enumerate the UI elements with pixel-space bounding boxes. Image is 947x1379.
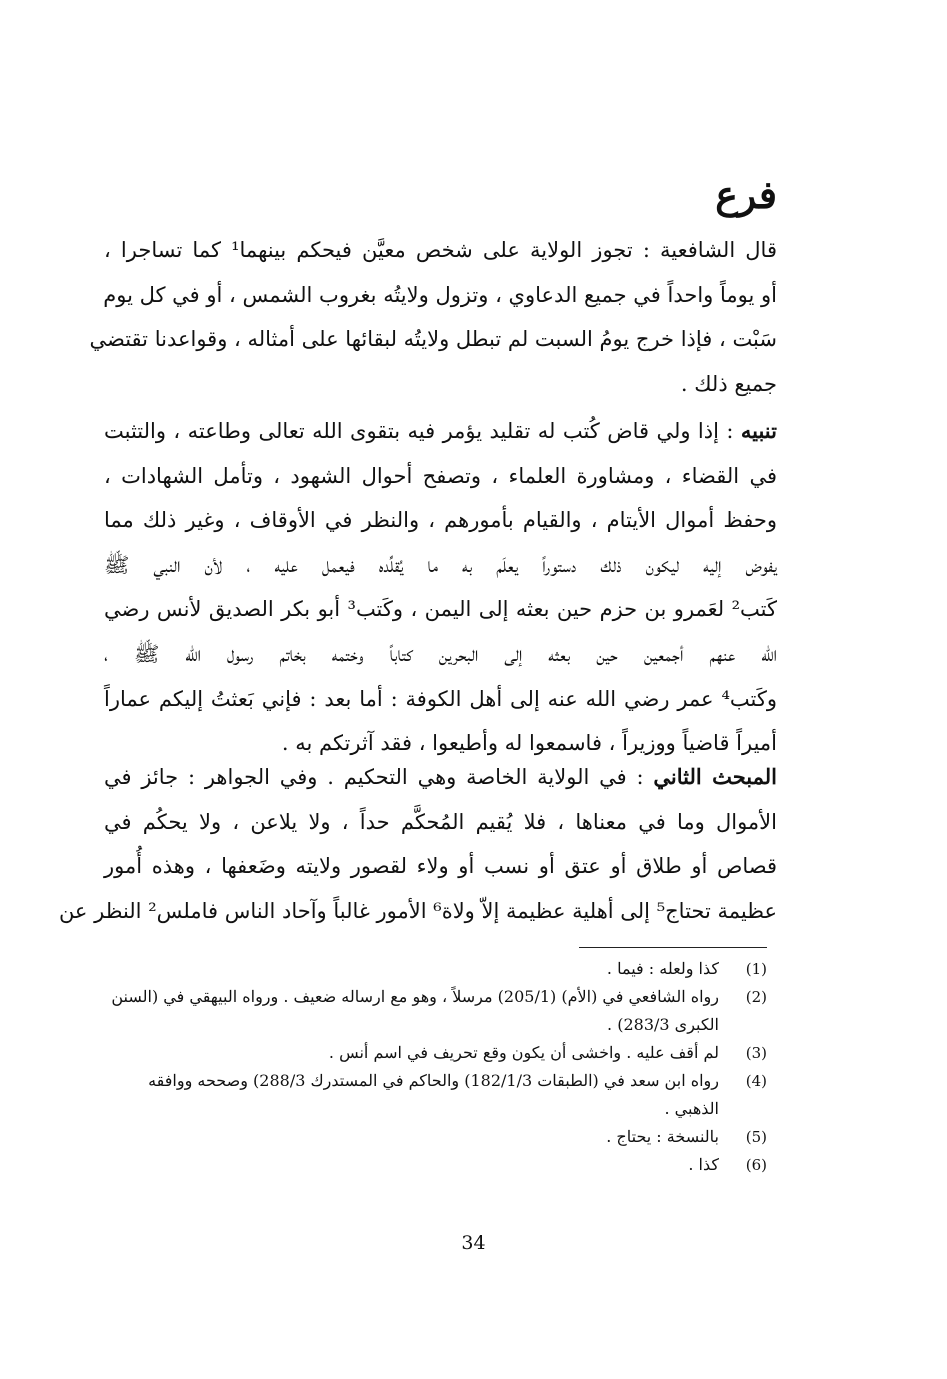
footnote-number: (5)	[745, 1128, 767, 1146]
paragraph-line-text: : إذا ولي قاض كُتب له تقليد يؤمر فيه بتقوى الله تعالى وطاعته ، والتثبت	[104, 419, 741, 443]
footnote-text: كذا ولعله : فيما .	[606, 959, 719, 978]
paragraph-line: سَبْت ، فإذا خرج يومُ السبت لم تبطل ولايتُه لبقائها على أمثاله ، وقواعدنا تقتضي	[89, 327, 777, 352]
paragraph-line: كَتب² لعَمرو بن حزم حين بعثه إلى اليمن ، وكَتب³ أبو بكر الصديق لأنس رضي	[104, 597, 777, 622]
footnote	[104, 983, 767, 1039]
paragraph-line: قال الشافعية : تجوز الولاية على شخص معيَّن فيحكم بينهما¹ كما تساجرا ،	[104, 238, 777, 262]
footnote-number: (6)	[745, 1156, 767, 1174]
paragraph-line: الأموال وما في معناها ، فلا يُقيم المُحكَّم حداً ، ولا يلاعن ، ولا يحكُم في	[104, 809, 777, 834]
paragraph-line: وحفظ أموال الأيتام ، والقيام بأمورهم ، والنظر في الأوقاف ، وغير ذلك مما	[104, 508, 777, 533]
footnote	[104, 955, 767, 983]
footnote-number: (1)	[745, 960, 767, 978]
footnote-number: (4)	[745, 1072, 767, 1090]
paragraph-line: عظيمة تحتاج⁵ إلى أهلية عظيمة إلاّ ولاة⁶ الأمور غالباً وآحاد الناس فاملس² النظر عن	[58, 898, 777, 923]
paragraph-line: أميراً قاضياً ووزيراً ، فاسمعوا له وأطيعوا ، فقد آثرتكم به .	[281, 731, 777, 756]
paragraph-line-text: : في الولاية الخاصة وهي التحكيم . وفي الجواهر : جائز في	[104, 765, 654, 789]
footnotes-list	[104, 955, 767, 1179]
paragraph-line	[104, 755, 777, 800]
paragraph-line: يفوض إليه ليكون ذلك دستوراً يعلَم به ما يُقلِّده فيعمل عليه ، لأن النبي ﷺ	[104, 552, 777, 577]
paragraph-3	[58, 755, 777, 933]
footnote-number: (2)	[745, 988, 767, 1006]
paragraph-lead: تنبيه	[740, 418, 777, 443]
paragraph-line: جميع ذلك .	[680, 371, 777, 396]
section-heading: فرع	[715, 172, 777, 217]
paragraph-line: الله عنهم أجمعين حين بعثه إلى البحرين كتاباً وختمه بخاتم رسول الله ﷺ ،	[104, 641, 777, 666]
footnote	[104, 1123, 767, 1151]
footnote-text: بالنسخة : يحتاج .	[606, 1127, 719, 1146]
paragraph-line	[104, 409, 777, 454]
page-number: 34	[461, 1232, 486, 1254]
paragraph-2	[104, 409, 777, 766]
footnote-divider	[579, 947, 767, 948]
footnote-number: (3)	[745, 1044, 767, 1062]
paragraph-line: في القضاء ، ومشاورة العلماء ، وتصفح أحوال الشهود ، وتأمل الشهادات ،	[104, 463, 777, 488]
paragraph-line: قصاص أو طلاق أو عتق أو نسب أو ولاء لقصور ولايته وضَعفها ، وهذه أُمور	[104, 854, 777, 879]
paragraph-lead: المبحث الثاني	[653, 764, 777, 789]
paragraph-line: وكَتب⁴ عمر رضي الله عنه إلى أهل الكوفة : أما بعد : فإني بَعثتُ إليكم عماراً	[104, 686, 777, 711]
paragraph-line: أو يوماً واحداً في جميع الدعاوي ، وتزول ولايتُه بغروب الشمس ، أو في كل يوم	[103, 282, 777, 307]
footnote	[104, 1039, 767, 1067]
footnote	[104, 1067, 767, 1123]
footnote-text: لم أقف عليه . واخشى أن يكون وقع تحريف في اسم أنس .	[328, 1043, 719, 1062]
footnote-text: رواه ابن سعد في (الطبقات 182/1/3) والحاكم في المستدرك 288/3) وصححه ووافقه الذهبي .	[148, 1071, 719, 1118]
footnote-text: رواه الشافعي في (الأم) (205/1) مرسلاً ، وهو مع ارساله ضعيف . ورواه البيهقي في (السنن الكبرى 283/3) .	[111, 987, 719, 1034]
footnote-text: كذا .	[688, 1155, 719, 1174]
paragraph-1	[89, 228, 777, 406]
footnote	[104, 1151, 767, 1179]
